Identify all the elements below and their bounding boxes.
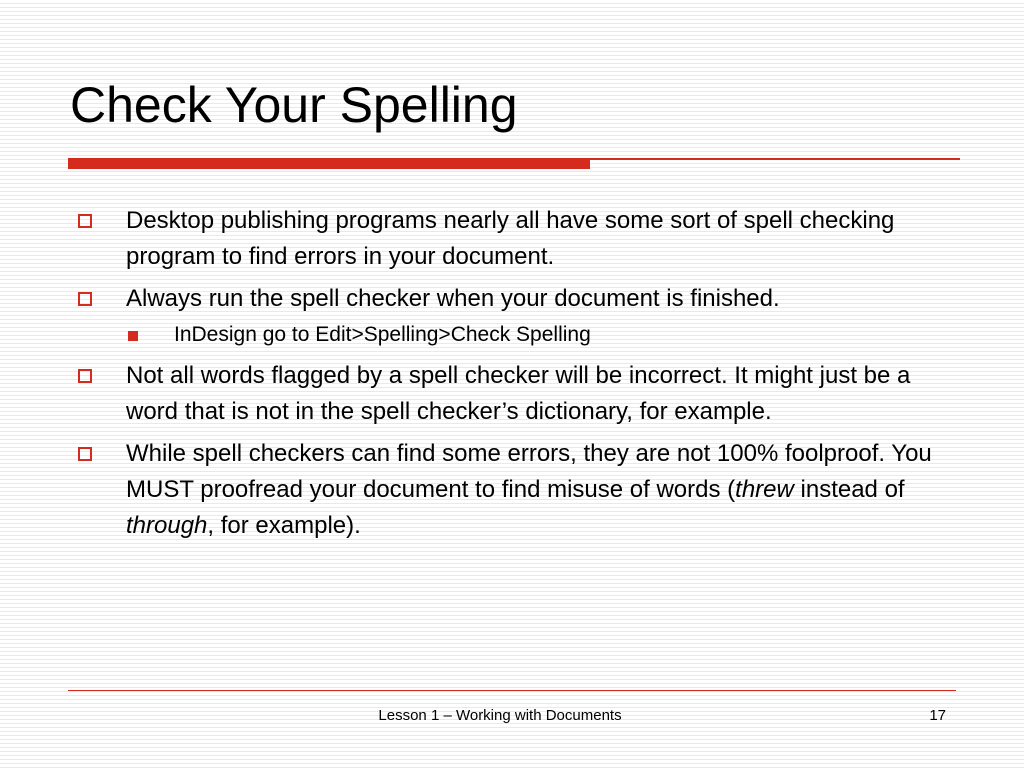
hollow-square-icon xyxy=(78,214,92,228)
bullet-text-italic-threw: threw xyxy=(735,476,794,503)
footer-divider xyxy=(68,690,956,691)
bullet-item-3 xyxy=(74,358,954,430)
filled-square-icon xyxy=(128,331,138,341)
bullet-text: Not all words flagged by a spell checker will be incorrect. It might just be a word that is not in the spell checker’s dictionary, for example. xyxy=(126,362,911,425)
page-number: 17 xyxy=(929,707,946,724)
hollow-square-icon xyxy=(78,292,92,306)
bullet-item-2 xyxy=(74,281,954,317)
hollow-square-icon xyxy=(78,447,92,461)
title-underline-thick xyxy=(68,158,590,169)
slide-title: Check Your Spelling xyxy=(70,77,518,133)
footer-text: Lesson 1 – Working with Documents xyxy=(378,707,622,724)
bullet-text: Desktop publishing programs nearly all have some sort of spell checking program to find errors in your document. xyxy=(126,207,895,270)
bullet-item-1 xyxy=(74,203,954,275)
bullet-text-part: , for example). xyxy=(207,512,361,539)
bullet-text: Always run the spell checker when your document is finished. xyxy=(126,285,780,312)
bullet-list xyxy=(74,203,954,550)
title-underline-thin xyxy=(590,158,960,160)
sub-bullet-item xyxy=(174,320,954,350)
bullet-text-part: While spell checkers can find some errors, they are not 100% foolproof. You MUST proofread your document to find misuse of words ( xyxy=(126,440,932,503)
bullet-item-4 xyxy=(74,436,954,544)
bullet-text-part: instead of xyxy=(793,476,905,503)
sub-bullet-text: InDesign go to Edit>Spelling>Check Spelling xyxy=(174,323,591,346)
bullet-text-italic-through: through xyxy=(126,512,208,539)
hollow-square-icon xyxy=(78,369,92,383)
